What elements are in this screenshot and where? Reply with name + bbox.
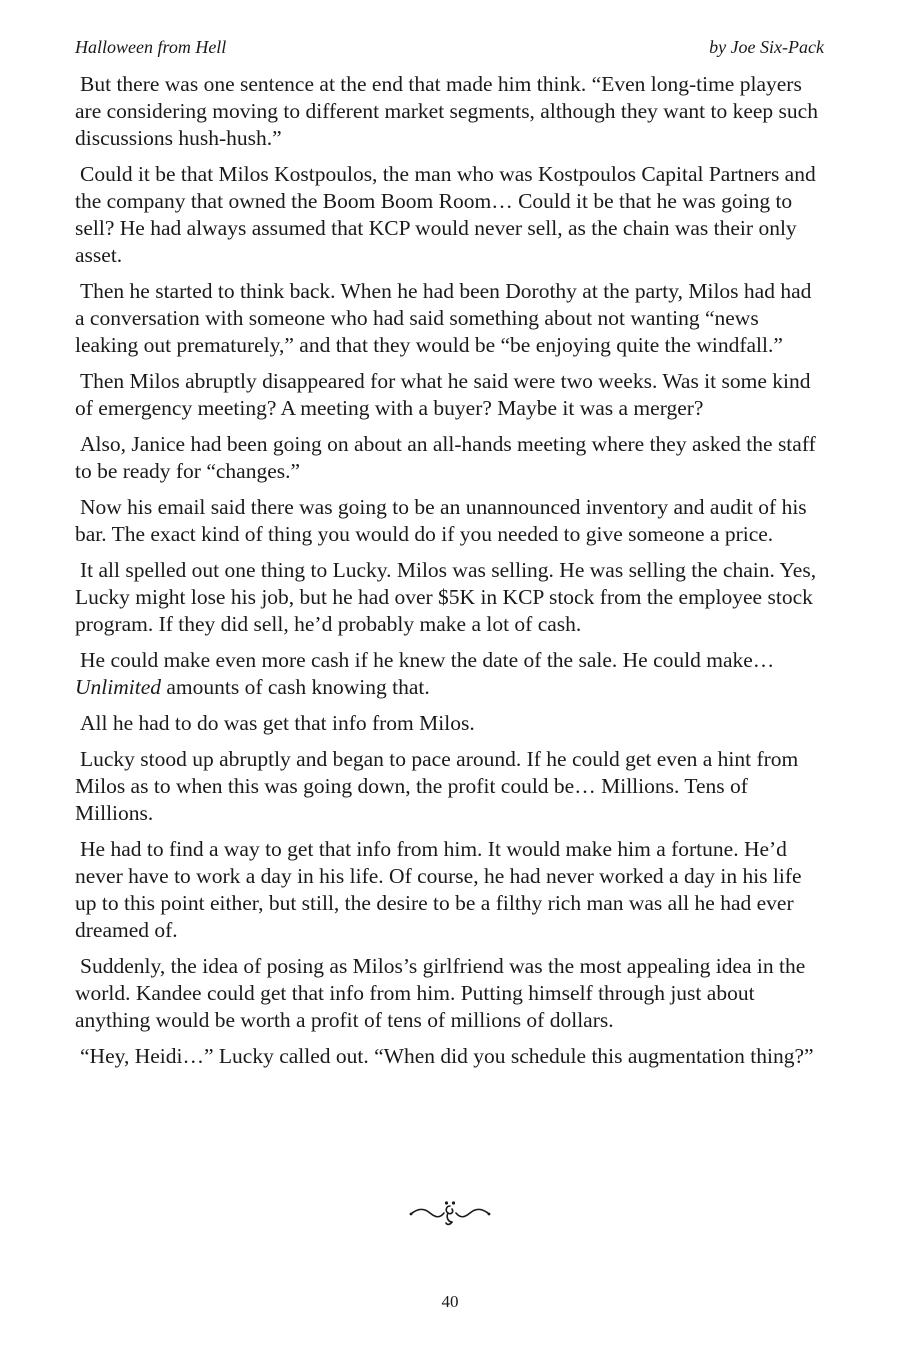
paragraph: Also, Janice had been going on about an all-hands meeting where they asked the staff to be ready for “changes.” [75, 432, 816, 483]
paragraph: Lucky stood up abruptly and began to pace around. If he could get even a hint from Milos as to when this was going down, the profit could be… Millions. Tens of Millions. [75, 747, 799, 825]
paragraph: Now his email said there was going to be an unannounced inventory and audit of his bar. The exact kind of thing you would do if you needed to give someone a price. [75, 495, 807, 546]
paragraph-text: He could make even more cash if he knew the date of the sale. He could make… [80, 648, 775, 672]
paragraph-text: amounts of cash knowing that. [161, 675, 430, 699]
paragraph: Then he started to think back. When he had been Dorothy at the party, Milos had had a conversation with someone who had said something about not wanting “news leaking out prematurely,” and that they would be “be enjoying quite the windfall.” [75, 279, 812, 357]
paragraph: It all spelled out one thing to Lucky. Milos was selling. He was selling the chain. Yes, Lucky might lose his job, but he had over $5K in KCP stock from the employee stock program. If they did sell, he’d probably make a lot of cash. [75, 558, 817, 636]
paragraph [75, 647, 825, 701]
page-number: 40 [441, 1292, 459, 1311]
paragraph: “Hey, Heidi…” Lucky called out. “When did you schedule this augmentation thing?” [80, 1044, 814, 1068]
section-break [0, 1198, 900, 1228]
paragraph: Then Milos abruptly disappeared for what he said were two weeks. Was it some kind of emergency meeting? A meeting with a buyer? Maybe it was a merger? [75, 369, 811, 420]
emphasized-word: Unlimited [75, 675, 161, 699]
running-header [75, 36, 824, 58]
header-book-title: Halloween from Hell [75, 37, 227, 57]
paragraph: He had to find a way to get that info from him. It would make him a fortune. He’d never have to work a day in his life. Of course, he had never worked a day in his life up to this point either, but still, the desire to be a filthy rich man was all he had ever dreamed of. [75, 837, 802, 942]
paragraph: All he had to do was get that info from Milos. [80, 711, 475, 735]
paragraph: Could it be that Milos Kostpoulos, the man who was Kostpoulos Capital Partners and the company that owned the Boom Boom Room… Could it be that he was going to sell? He had always assumed that KCP would never sell, as the chain was their only asset. [75, 162, 816, 267]
flourish-divider-icon [408, 1198, 492, 1228]
header-author: by Joe Six-Pack [709, 37, 824, 57]
paragraph: But there was one sentence at the end that made him think. “Even long-time players are considering moving to different market segments, although they want to keep such discussions hush-hush.” [75, 72, 818, 150]
paragraph: Suddenly, the idea of posing as Milos’s girlfriend was the most appealing idea in the world. Kandee could get that info from him. Putting himself through just about anything would be worth a profit of tens of millions of dollars. [75, 954, 806, 1032]
chapter-text [75, 71, 825, 1079]
